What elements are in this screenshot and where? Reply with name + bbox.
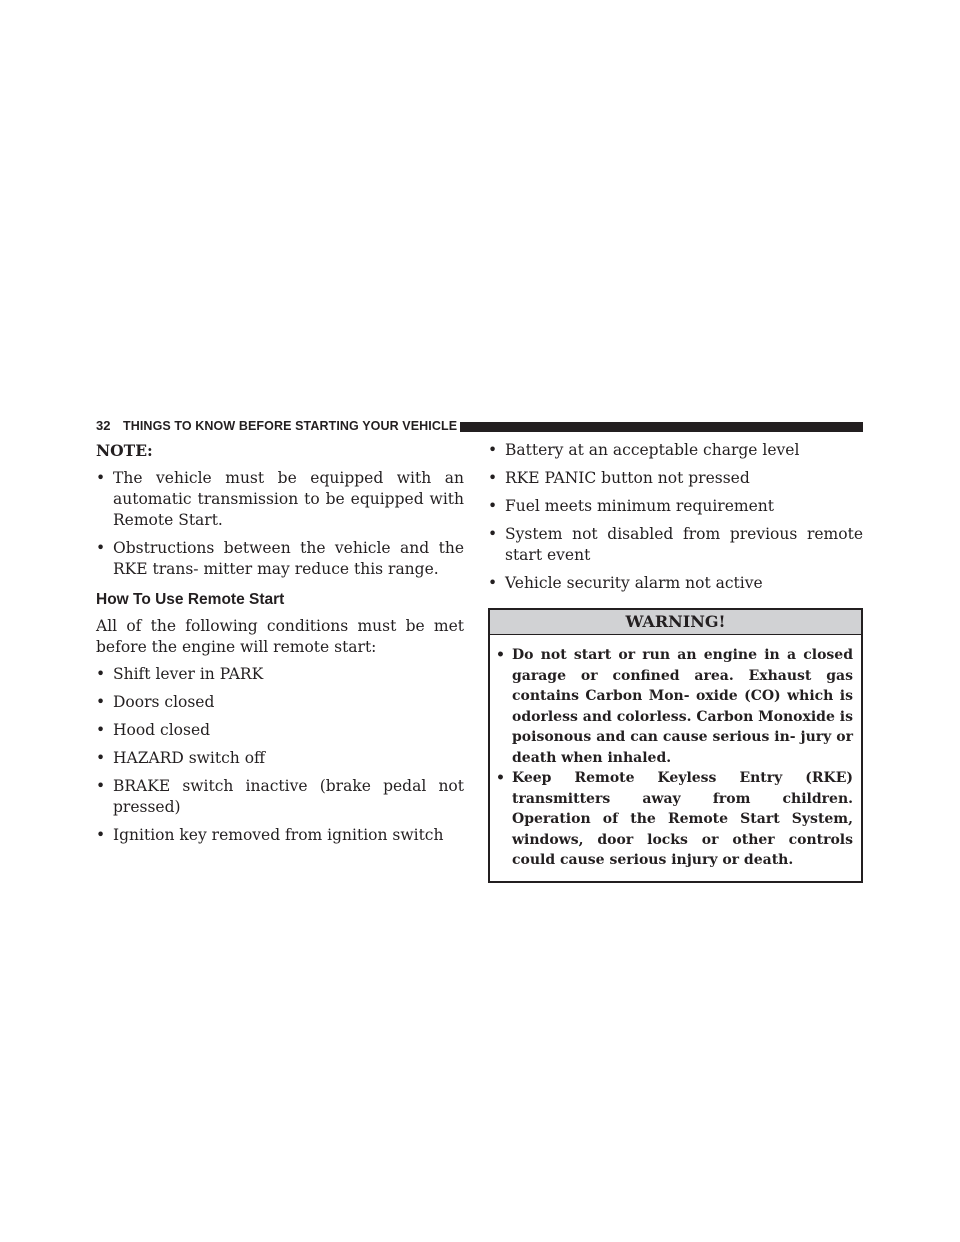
conditions-list-continued <box>488 440 863 594</box>
list-item-text: Obstructions between the vehicle and the RKE trans- mitter may reduce this range. <box>113 539 464 578</box>
list-item <box>96 748 464 769</box>
right-column <box>488 440 863 883</box>
warning-list <box>496 645 853 871</box>
bullet-icon: • <box>488 525 498 543</box>
list-item <box>488 524 863 566</box>
list-item <box>496 768 853 871</box>
bullet-icon: • <box>96 721 106 739</box>
list-item-text: The vehicle must be equipped with an automatic transmission to be equipped with Remote Start. <box>113 469 464 529</box>
bullet-icon: • <box>496 647 505 663</box>
bullet-icon: • <box>96 826 106 844</box>
list-item-text: RKE PANIC button not pressed <box>505 469 750 487</box>
warning-title: WARNING! <box>490 610 861 635</box>
list-item <box>488 496 863 517</box>
bullet-icon: • <box>488 469 498 487</box>
list-item <box>488 573 863 594</box>
list-item <box>96 692 464 713</box>
bullet-icon: • <box>496 770 505 786</box>
list-item-text: Do not start or run an engine in a closed garage or confined area. Exhaust gas contains Carbon Mon- oxide (CO) which is odorless and colorless. Carbon Monoxide is poisonous and can cause serious in- jury or death when inhaled. <box>512 647 853 766</box>
left-column <box>96 440 464 853</box>
list-item <box>96 468 464 531</box>
section-title: THINGS TO KNOW BEFORE STARTING YOUR VEHICLE <box>123 419 458 433</box>
subheading: How To Use Remote Start <box>96 591 285 608</box>
list-item-text: Shift lever in PARK <box>113 665 264 683</box>
intro-paragraph: All of the following conditions must be met before the engine will remote start: <box>96 617 464 656</box>
bullet-icon: • <box>96 777 106 795</box>
list-item-text: BRAKE switch inactive (brake pedal not pressed) <box>113 777 464 816</box>
bullet-icon: • <box>96 539 106 557</box>
bullet-icon: • <box>488 497 498 515</box>
bullet-icon: • <box>96 665 106 683</box>
list-item <box>96 538 464 580</box>
list-item <box>96 664 464 685</box>
warning-body <box>490 635 861 881</box>
warning-box <box>488 608 863 883</box>
conditions-list <box>96 664 464 846</box>
list-item-text: Fuel meets minimum requirement <box>505 497 774 515</box>
note-label: NOTE: <box>96 441 153 460</box>
list-item <box>488 468 863 489</box>
list-item <box>96 720 464 741</box>
page-number: 32 <box>96 418 111 433</box>
list-item-text: Hood closed <box>113 721 211 739</box>
list-item-text: HAZARD switch off <box>113 749 266 767</box>
list-item-text: System not disabled from previous remote start event <box>505 525 863 564</box>
note-list <box>96 468 464 580</box>
list-item-text: Battery at an acceptable charge level <box>505 441 800 459</box>
list-item <box>96 825 464 846</box>
bullet-icon: • <box>96 693 106 711</box>
bullet-icon: • <box>488 574 498 592</box>
list-item-text: Vehicle security alarm not active <box>505 574 763 592</box>
bullet-icon: • <box>488 441 498 459</box>
list-item-text: Keep Remote Keyless Entry (RKE) transmitters away from children. Operation of the Remote Start System, windows, door locks or other controls could cause serious injury or death. <box>512 770 853 868</box>
bullet-icon: • <box>96 749 106 767</box>
list-item <box>496 645 853 768</box>
list-item-text: Ignition key removed from ignition switch <box>113 826 444 844</box>
list-item <box>488 440 863 461</box>
header-rule <box>460 422 863 432</box>
list-item-text: Doors closed <box>113 693 215 711</box>
bullet-icon: • <box>96 469 106 487</box>
page-header <box>96 418 863 434</box>
list-item <box>96 776 464 818</box>
